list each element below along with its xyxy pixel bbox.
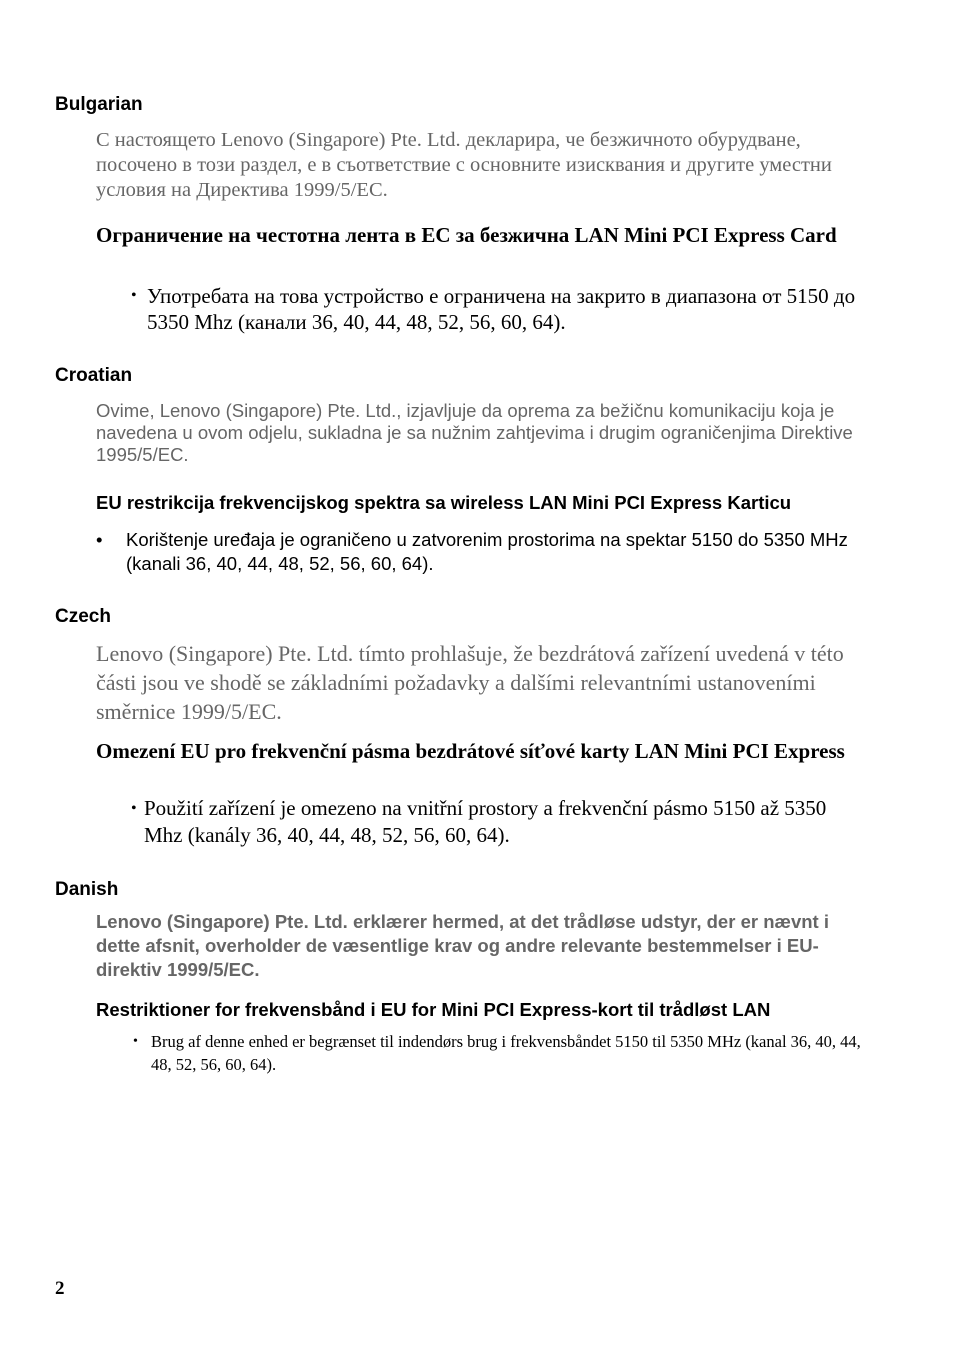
section-heading-croatian: Croatian [55, 365, 133, 386]
bullet-text-danish: Brug af denne enhed er begrænset til indendørs brug i frekvensbåndet 5150 til 5350 MHz (kanal 36, 40, 44, 48, 52, 56, 60, 64). [151, 1032, 861, 1074]
declaration-bulgarian: С настоящето Lenovo (Singapore) Pte. Ltd. декларира, че безжичното обурудване, посочено в този раздел, е в съответствие с основните изисквания и другите уместни условия на Директива 1999/5/EC. [96, 129, 832, 201]
section-heading-danish: Danish [55, 879, 119, 900]
bullet-item-croatian [96, 528, 866, 576]
bullet-item-czech [131, 795, 861, 849]
declaration-czech: Lenovo (Singapore) Pte. Ltd. tímto prohlašuje, že bezdrátová zařízení uvedená v této části jsou ve shodě se základními požadavky a dalšími relevantními ustanoveními směrnice 1999/5/EC. [96, 641, 844, 724]
declaration-croatian: Ovime, Lenovo (Singapore) Pte. Ltd., izjavljuje da oprema za bežičnu komunikaciju koja je navedena u ovom odjelu, sukladna je sa nužnim zahtjevima i drugim ograničenjima Direktive 1995/5/EC. [96, 400, 853, 465]
restriction-heading-croatian: EU restrikcija frekvencijskog spektra sa wireless LAN Mini PCI Express Karticu [96, 492, 792, 513]
restriction-heading-bulgarian: Ограничение на честотна лента в ЕС за безжична LAN Mini PCI Express Card [96, 223, 837, 247]
declaration-danish: Lenovo (Singapore) Pte. Ltd. erklærer hermed, at det trådløse udstyr, der er nævnt i dette afsnit, overholder de væsentlige krav og andre relevante bestemmelser i EU-direktiv 1999/5/EC. [96, 911, 829, 980]
page-number: 2 [55, 1278, 65, 1299]
section-heading-bulgarian: Bulgarian [55, 94, 143, 115]
bullet-marker: • [131, 287, 137, 304]
bullet-marker: • [96, 529, 103, 550]
restriction-heading-danish: Restriktioner for frekvensbånd i EU for Mini PCI Express-kort til trådløst LAN [96, 999, 771, 1020]
bullet-marker: • [133, 1034, 138, 1049]
bullet-text-czech: Použití zařízení je omezeno na vnitřní prostory a frekvenční pásmo 5150 až 5350 Mhz (kanály 36, 40, 44, 48, 52, 56, 60, 64). [144, 796, 827, 847]
restriction-heading-czech: Omezení EU pro frekvenční pásma bezdrátové síťové karty LAN Mini PCI Express [96, 739, 845, 763]
bullet-marker: • [131, 800, 137, 817]
bullet-item-bulgarian [131, 283, 861, 335]
bullet-text-croatian: Korištenje uređaja je ograničeno u zatvorenim prostorima na spektar 5150 do 5350 MHz (kanali 36, 40, 44, 48, 52, 56, 60, 64). [126, 529, 848, 574]
section-heading-czech: Czech [55, 606, 111, 627]
bullet-text-bulgarian: Употребата на това устройство е ограничена на закрито в диапазона от 5150 до 5350 Mhz (канали 36, 40, 44, 48, 52, 56, 60, 64). [147, 284, 856, 334]
bullet-item-danish [133, 1030, 863, 1076]
